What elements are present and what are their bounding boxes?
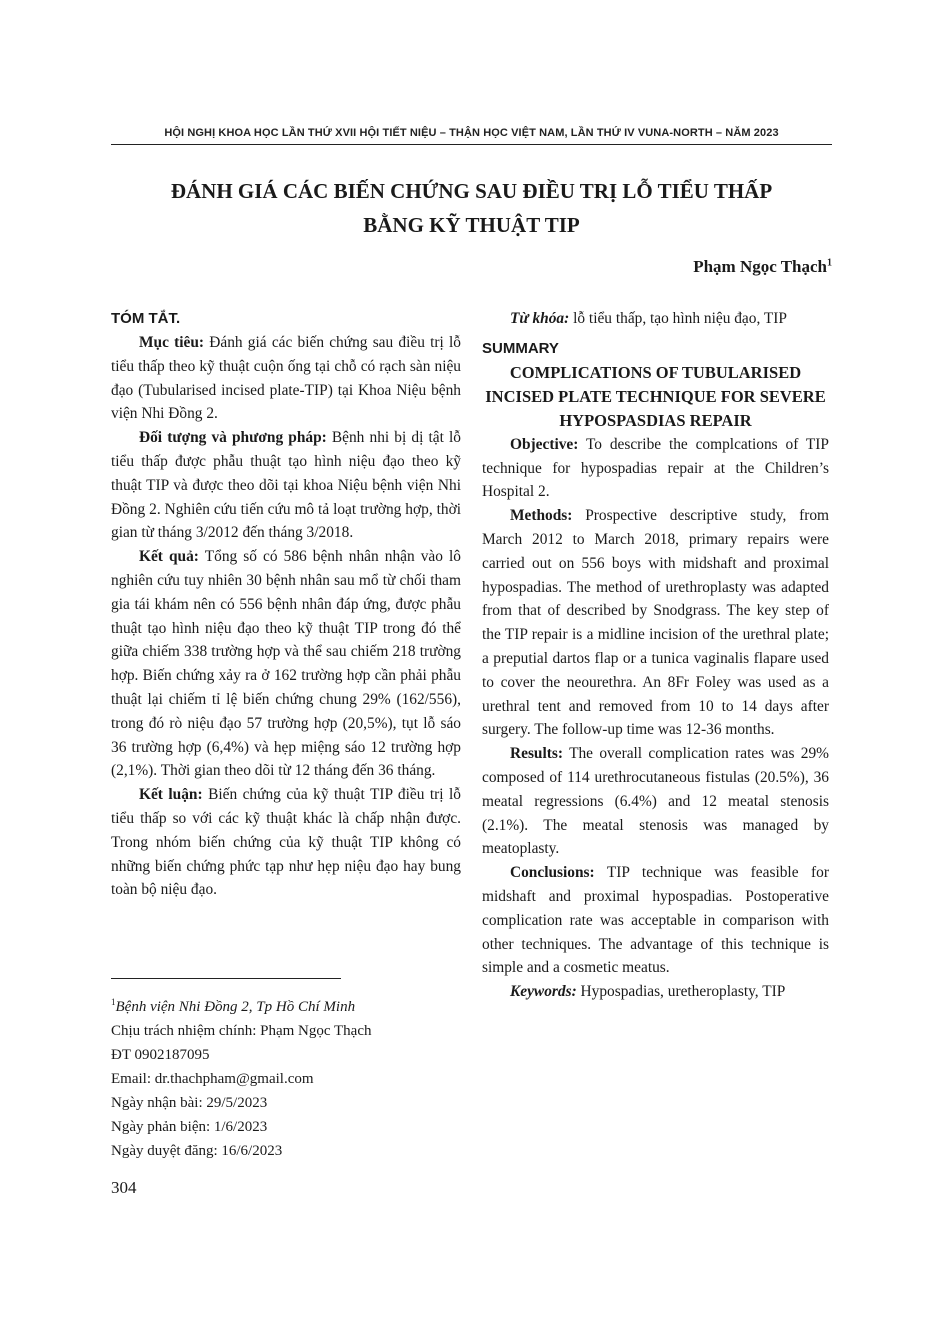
page-number: 304 — [111, 1178, 137, 1197]
vietnamese-abstract — [111, 307, 461, 902]
en-methods-label: Methods: — [510, 507, 573, 525]
vi-methods-label: Đối tượng và phương pháp: — [139, 429, 327, 447]
footnote-responsible: Chịu trách nhiệm chính: Phạm Ngọc Thạch — [111, 1023, 372, 1039]
en-methods-text: Prospective descriptive study, from March 2012 to March 2018, primary repairs were carried out on 556 boys with midshaft and proximal hypospadias. The method of urethroplasty was adapted from that of described by Snodgrass. The key step of the TIP repair is a midline incision of the urethral plate; a preputial dartos flap or a tunica vaginalis flapare used to cover the neourethra. An 8Fr Foley was used as a urethral tent and removed from 10 to 14 days after surgery. The follow-up time was 12-36 months. — [482, 507, 829, 739]
footnotes — [111, 990, 372, 1163]
en-conclusions-paragraph — [482, 861, 829, 980]
article-title — [111, 174, 832, 242]
en-keywords-paragraph — [482, 980, 829, 1004]
footnote-reviewed-date: Ngày phản biện: 1/6/2023 — [111, 1119, 268, 1135]
vi-conclusion-text: Biến chứng của kỹ thuật TIP điều trị lỗ tiểu thấp so với các kỹ thuật khác là chấp nhận được. Trong nhóm biến chứng của kỹ thuật TIP không có những biến chứng phức tạp như hẹp niệu đạo hay bung toàn bộ niệu đạo. — [111, 786, 461, 899]
author-affiliation-mark: 1 — [827, 257, 832, 269]
article-title-line-1: ĐÁNH GIÁ CÁC BIẾN CHỨNG SAU ĐIỀU TRỊ LỖ TIỂU THẤP — [170, 179, 773, 203]
english-abstract — [482, 307, 829, 1004]
header-rule — [111, 144, 832, 145]
vi-conclusion-label: Kết luận: — [139, 786, 203, 804]
footnote-phone: ĐT 0902187095 — [111, 1047, 210, 1063]
en-objective-paragraph — [482, 433, 829, 504]
author — [693, 257, 832, 277]
en-results-label: Results: — [510, 745, 564, 763]
summary-title: COMPLICATIONS OF TUBULARISED INCISED PLATE TECHNIQUE FOR SEVERE HYPOSPASDIAS REPAIR — [485, 362, 826, 430]
footnote-email: Email: dr.thachpham@gmail.com — [111, 1071, 314, 1087]
en-objective-text: To describe the complcations of TIP technique for hypospadias repair at the Children’s Hospital 2. — [482, 435, 829, 501]
vi-results-label: Kết quả: — [139, 548, 199, 566]
footnote-rule — [111, 978, 341, 979]
vi-objective-paragraph — [111, 331, 461, 426]
vi-keywords-text: lỗ tiểu thấp, tạo hình niệu đạo, TIP — [569, 310, 787, 327]
vi-methods-text: Bệnh nhi bị dị tật lỗ tiểu thấp được phẫu thuật tạo hình niệu đạo theo kỹ thuật TIP và được theo dõi tại khoa Niệu bệnh viện Nhi Đồng 2. Nghiên cứu tiến cứu mô tả loạt trường hợp, thời gian từ tháng 3/2012 đến tháng 3/2018. — [111, 429, 461, 542]
abstract-heading-vi: TÓM TẮT. — [111, 310, 181, 327]
en-results-paragraph — [482, 742, 829, 861]
article-title-line-2: BẰNG KỸ THUẬT TIP — [363, 213, 580, 237]
en-conclusions-text: TIP technique was feasible for midshaft and proximal hypospadias. Postoperative complication rate was acceptable in comparison with other techniques. The advantage of this technique is simple and a cosmetic meatus. — [482, 864, 829, 977]
en-objective-label: Objective: — [510, 435, 579, 453]
vi-results-paragraph — [111, 545, 461, 783]
en-methods-paragraph — [482, 504, 829, 742]
running-header: HỘI NGHỊ KHOA HỌC LẦN THỨ XVII HỘI TIẾT NIỆU – THẬN HỌC VIỆT NAM, LẦN THỨ IV VUNA-NORTH – NĂM 2023 — [164, 127, 779, 139]
author-name: Phạm Ngọc Thạch — [693, 257, 827, 276]
vi-methods-paragraph — [111, 426, 461, 545]
footnote-received-date: Ngày nhận bài: 29/5/2023 — [111, 1095, 268, 1111]
footnote-mark: 1 — [111, 997, 116, 1007]
vi-keywords-label: Từ khóa: — [510, 310, 570, 327]
footnote-accepted-date: Ngày duyệt đăng: 16/6/2023 — [111, 1143, 283, 1159]
footnote-affiliation — [111, 990, 372, 1019]
en-results-text: The overall complication rates was 29% composed of 114 urethrocutaneous fistulas (20.5%), 36 meatal regressions (6.4%) and 12 meatal stenosis (2.1%). The meatal stenosis was managed by meatoplasty. — [482, 745, 829, 858]
vi-results-text: Tổng số có 586 bệnh nhân nhận vào lô nghiên cứu tuy nhiên 30 bệnh nhân sau mổ từ chối tham gia tái khám nên có 556 bệnh nhân đáp ứng, được phẫu thuật tạo hình niệu đạo theo kỹ thuật TIP trong đó thể giữa chiếm 338 trường hợp và thể sau chiếm 218 trường hợp. Biến chứng xảy ra ở 162 trường hợp cần phải phẫu thuật lại chiếm tỉ lệ biến chứng chung 29% (162/556), trong đó rò niệu đạo 57 trường hợp (20,5%), tụt lỗ sáo 36 trường hợp (6,4%) và hẹp miệng sáo 12 trường hợp (2,1%). Thời gian theo dõi từ 12 tháng đến 36 tháng. — [111, 548, 461, 780]
en-conclusions-label: Conclusions: — [510, 864, 595, 882]
vi-conclusion-paragraph — [111, 783, 461, 902]
summary-heading: SUMMARY — [482, 339, 559, 357]
vi-objective-text: Đánh giá các biến chứng sau điều trị lỗ tiểu thấp theo kỹ thuật cuộn ống tại chỗ có rạch sàn niệu đạo (Tubularised incised plate-TIP) tại Khoa Niệu bệnh viện Nhi Đồng 2. — [111, 334, 461, 423]
vi-keywords-paragraph — [482, 307, 829, 331]
vi-objective-label: Mục tiêu: — [139, 334, 205, 351]
en-keywords-text: Hypospadias, uretheroplasty, TIP — [576, 983, 786, 1001]
en-keywords-label: Keywords: — [510, 983, 577, 1001]
footnote-affiliation-text: Bệnh viện Nhi Đồng 2, Tp Hồ Chí Minh — [115, 999, 356, 1015]
